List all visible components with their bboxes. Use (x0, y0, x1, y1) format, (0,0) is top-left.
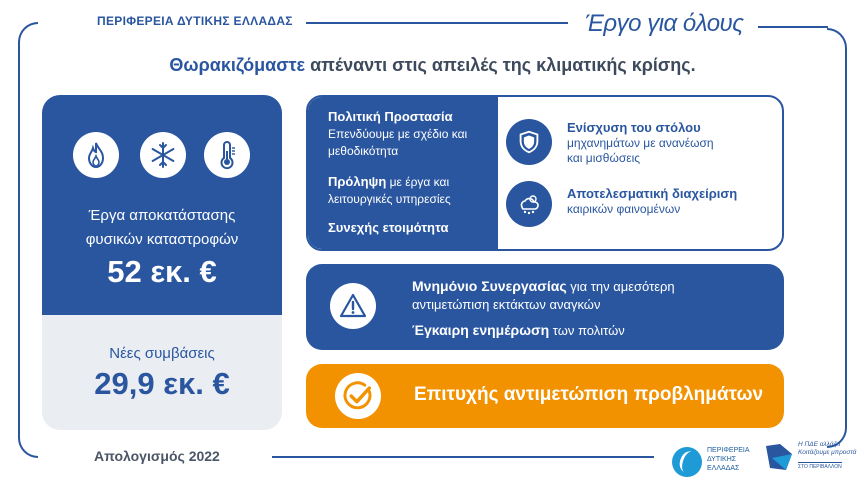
frame-left-border (18, 22, 38, 458)
weather-text: Αποτελεσματική διαχείριση καιρικών φαινομένων (567, 186, 738, 216)
warning-icon (330, 283, 376, 329)
fire-icon (73, 132, 119, 178)
frame-top-right-line (758, 26, 828, 28)
headline-rest: απέναντι στις απειλές της κλιματικής κρίσης. (305, 55, 696, 75)
snowflake-icon (140, 132, 186, 178)
thermometer-icon (204, 132, 250, 178)
campaign-logo-text: Η ΠΔΕ αλλάζει Κοιτάζουμε μπροστά (798, 441, 857, 456)
campaign-logo-icon (762, 440, 796, 474)
memo-text: Μνημόνιο Συνεργασίας για την αμεσότερη αντιμετώπιση εκτάκτων αναγκών (412, 278, 675, 312)
region-title: ΠΕΡΙΦΕΡΕΙΑ ΔΥΤΙΚΗΣ ΕΛΛΑΔΑΣ (97, 14, 293, 28)
prevention-text: Πρόληψη με έργα και λειτουργικές υπηρεσίες (328, 174, 451, 206)
civil-protection-text: Πολιτική Προστασία Επενδύουμε με σχέδιο και μεθοδικότητα (328, 109, 468, 158)
region-logo-text: ΠΕΡΙΦΕΡΕΙΑ ΔΥΤΙΚΗΣ ΕΛΛΑΔΑΣ (707, 447, 750, 472)
weather-cloud-icon (506, 181, 552, 227)
footer-label: Απολογισμός 2022 (94, 448, 220, 464)
inform-text: Έγκαιρη ενημέρωση των πολιτών (412, 322, 625, 338)
shield-icon (506, 119, 552, 165)
restore-label: Έργα αποκατάστασης φυσικών καταστροφών (85, 207, 239, 248)
contracts-label: Νέες συμβάσεις (109, 345, 215, 362)
readiness-text: Συνεχής ετοιμότητα (328, 220, 449, 235)
contracts-amount: 29,9 εκ. € (94, 366, 230, 401)
frame-bottom-line (272, 456, 654, 458)
headline (0, 55, 865, 76)
checkmark-icon (335, 373, 381, 419)
headline-highlight: Θωρακιζόμαστε (169, 55, 306, 75)
fleet-text: Ενίσχυση του στόλου μηχανημάτων με ανανέωση και μισθώσεις (567, 120, 714, 165)
success-text: Επιτυχής αντιμετώπιση προβλημάτων (414, 384, 764, 405)
slogan: Έργο για όλους (585, 10, 744, 37)
restore-amount: 52 εκ. € (107, 254, 217, 289)
region-logo-icon (672, 447, 702, 477)
campaign-logo-subtext: ΣΤΟ ΠΕΡΙΒΑΛΛΟΝ (798, 464, 842, 470)
frame-top-line (306, 22, 568, 24)
frame-right-border (827, 28, 847, 448)
